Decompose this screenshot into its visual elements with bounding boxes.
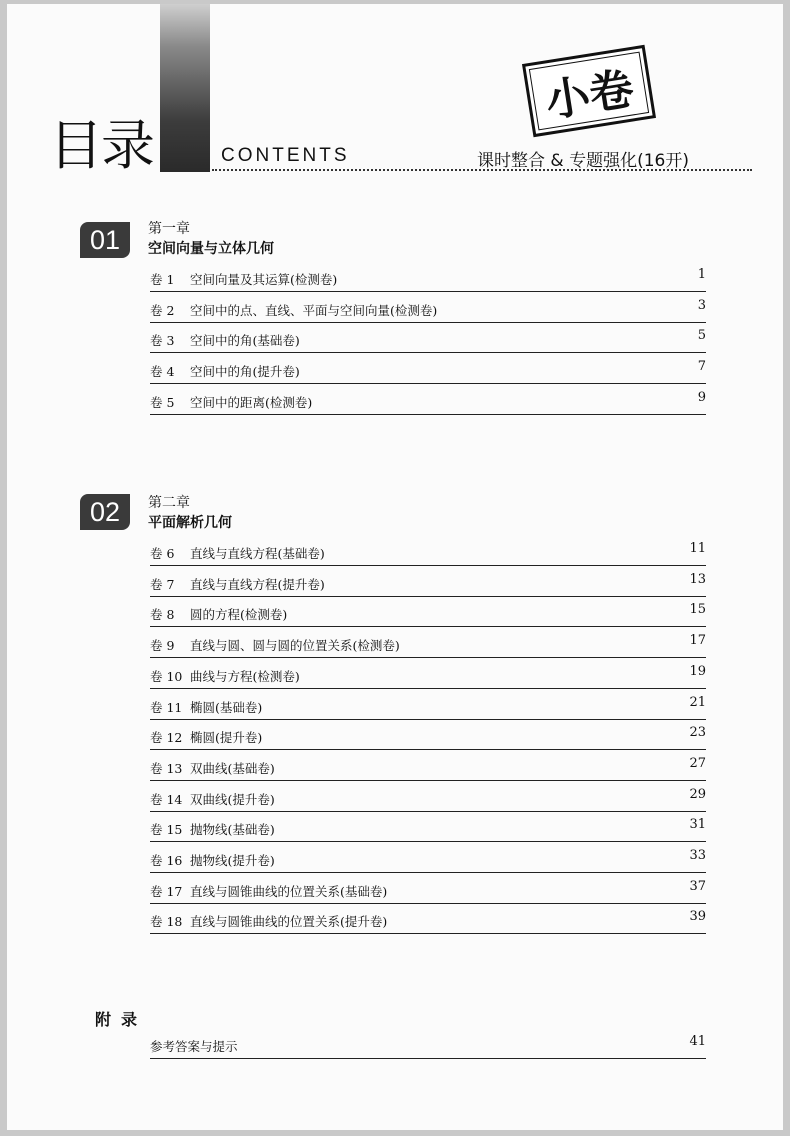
toc-row-page: 9 [697,389,706,405]
toc-row-title: 空间中的角(基础卷) [190,333,300,349]
toc-row[interactable] [150,571,706,597]
toc-row[interactable] [150,602,706,627]
toc-row[interactable] [150,1034,706,1059]
stamp-logo [522,45,656,137]
toc-row-page: 7 [697,359,706,375]
stamp-text: 小卷 [542,63,638,128]
toc-row-code: 卷 17 [150,883,183,899]
toc-row-page: 13 [689,571,706,587]
appendix-heading: 附录 [95,1010,148,1029]
toc-row[interactable] [150,755,706,781]
toc-row-code: 卷 15 [150,822,183,838]
toc-row-title: 参考答案与提示 [150,1039,238,1054]
toc-row-page: 33 [689,848,706,863]
toc-row[interactable] [150,633,706,658]
toc-row-title: 椭圆(基础卷) [190,699,263,715]
toc-row[interactable] [150,694,706,720]
toc-row-page: 3 [697,297,706,313]
toc-row-title: 曲线与方程(检测卷) [190,668,300,684]
toc-row[interactable] [150,878,706,904]
toc-row-page: 15 [689,602,706,618]
toc-row-title: 直线与圆、圆与圆的位置关系(检测卷) [190,638,400,654]
toc-row-code: 卷 18 [150,914,183,930]
toc-row[interactable] [150,848,706,873]
chapter-badge: 01 [80,222,130,258]
toc-row-page: 21 [689,694,706,710]
toc-row-title: 空间中的角(提升卷) [190,364,300,380]
toc-row-page: 23 [689,725,706,741]
toc-row-code: 卷 12 [150,730,183,746]
chapter-title: 空间向量与立体几何 [148,241,274,257]
toc-row-title: 直线与圆锥曲线的位置关系(基础卷) [190,883,388,899]
toc-row[interactable] [150,725,706,750]
toc-row-code: 卷 13 [150,760,183,776]
chapter-title: 平面解析几何 [148,515,232,531]
toc-row[interactable] [150,786,706,812]
toc-row[interactable] [150,817,706,842]
toc-row-page: 31 [689,817,706,833]
toc-row-title: 双曲线(基础卷) [190,760,275,776]
toc-row-title: 直线与圆锥曲线的位置关系(提升卷) [190,914,388,930]
toc-row-page: 39 [689,909,706,925]
toc-row-code: 卷 6 [150,546,175,561]
toc-row-code: 卷 3 [150,333,175,349]
toc-row-title: 抛物线(提升卷) [190,853,275,868]
toc-row[interactable] [150,267,706,292]
toc-row-code: 卷 7 [150,576,175,592]
toc-row-title: 直线与直线方程(基础卷) [190,546,325,561]
toc-row-code: 卷 10 [150,668,183,684]
toc-row-title: 空间中的距离(检测卷) [190,394,313,410]
toc-row-code: 卷 14 [150,791,183,807]
dotted-divider [212,169,752,171]
toc-row-page: 11 [689,541,706,556]
toc-row-code: 卷 16 [150,853,183,868]
subtitle: 课时整合 & 专题强化(16开) [477,151,689,171]
toc-row-code: 卷 9 [150,638,175,654]
toc-row-page: 5 [697,328,706,344]
chapter-badge: 02 [80,494,130,530]
chapter-number: 第二章 [148,495,190,511]
toc-row-code: 卷 2 [150,302,175,318]
toc-row[interactable] [150,297,706,323]
toc-row-code: 卷 1 [150,272,175,287]
page-title-en: CONTENTS [221,145,350,166]
toc-row[interactable] [150,328,706,353]
toc-row-title: 直线与直线方程(提升卷) [190,576,325,592]
toc-row-title: 空间向量及其运算(检测卷) [190,272,338,287]
toc-row-title: 抛物线(基础卷) [190,822,275,838]
toc-row-title: 双曲线(提升卷) [190,791,275,807]
toc-row-page: 37 [689,878,706,894]
toc-row-code: 卷 4 [150,364,175,380]
toc-row[interactable] [150,359,706,384]
decorative-gradient-bar [160,4,210,172]
document-page [7,4,783,1130]
toc-row-page: 41 [689,1034,706,1049]
toc-row-code: 卷 11 [150,699,183,715]
toc-row-title: 椭圆(提升卷) [190,730,263,746]
toc-row[interactable] [150,389,706,415]
toc-row-title: 空间中的点、直线、平面与空间向量(检测卷) [190,302,438,318]
toc-row[interactable] [150,909,706,934]
toc-row-title: 圆的方程(检测卷) [190,607,288,623]
toc-row-page: 19 [689,663,706,679]
toc-row[interactable] [150,663,706,689]
toc-row-code: 卷 8 [150,607,175,623]
toc-row[interactable] [150,541,706,566]
toc-row-page: 1 [697,267,706,282]
toc-row-page: 27 [689,755,706,771]
toc-row-code: 卷 5 [150,394,175,410]
page-title: 目录 [49,114,153,177]
toc-row-page: 29 [689,786,706,802]
chapter-number: 第一章 [148,221,190,237]
toc-row-page: 17 [689,633,706,649]
